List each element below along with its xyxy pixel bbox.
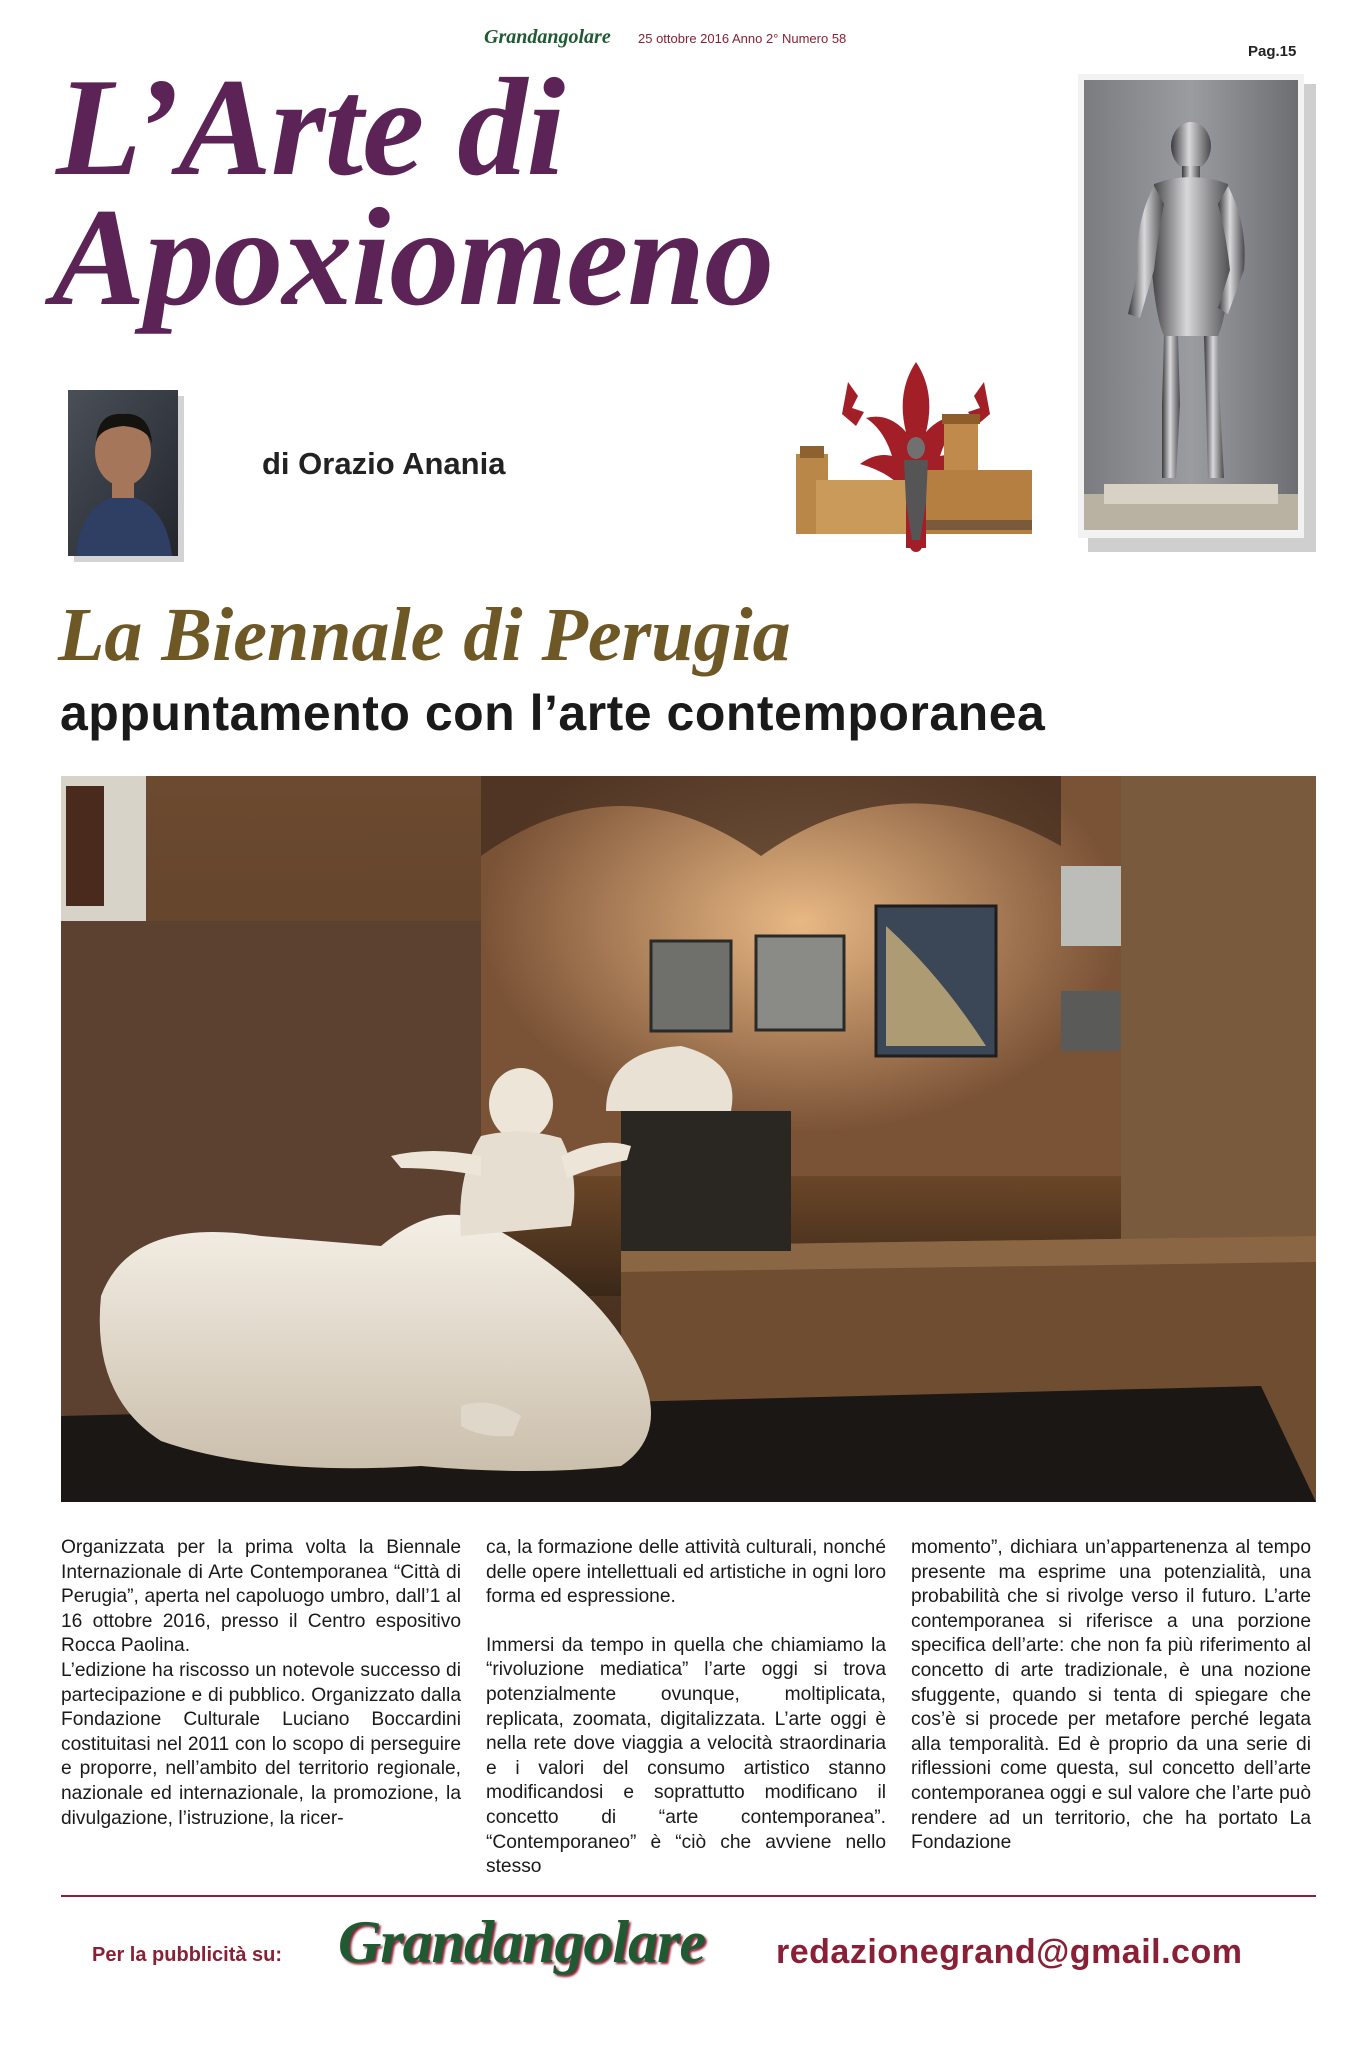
article-paragraph: Organizzata per la prima volta la Biennale Internazionale di Arte Contemporanea “Città di Perugia”, aperta nel capoluogo umbro, dall’1 al 16 ottobre 2016, presso il Centro espositivo Rocca Paolina. — [61, 1537, 461, 1657]
publication-name: Grandangolare — [484, 26, 611, 48]
advertising-label: Per la pubblicità su: — [92, 1944, 283, 1966]
footer-divider — [61, 1895, 1316, 1897]
article-paragraph: momento”, dichiara un’appartenenza al tempo presente ma esprime una potenzialità, una probabilità che si rivolge verso il futuro. L’arte contemporanea si riferisce a una porzione specifica dell’arte: che non fa più riferimento al concetto di arte tradizionale, è una nozione sfuggente, quando si tenta di spiegare che cos’è si procede per metafore perché legata alla temporalità. Ed è proprio da una serie di riflessioni come questa, sul concetto dell’arte contemporanea oggi e sul valore che l’arte può rendere ad un territorio, che ha portato La Fondazione — [911, 1537, 1311, 1854]
contact-email[interactable]: redazionegrand@gmail.com — [776, 1933, 1243, 1971]
article-paragraph: Immersi da tempo in quella che chiamiamo la “rivoluzione mediatica” l’arte oggi si trova potenzialmente ovunque, moltiplicata, replicata, zoomata, digitalizzata. L’arte oggi è nella rete dove viaggia a velocità straordinaria e i valori del consumo artistico stanno modificandosi e soprattutto modificano il concetto di “arte contemporanea”. “Contemporaneo” è “ciò che avviene nello stesso — [486, 1634, 886, 1878]
page-number: Pag.15 — [1248, 43, 1297, 60]
article-title: La Biennale di Perugia — [58, 593, 791, 677]
apoxyomenos-statue-photo — [1078, 74, 1316, 552]
column-title-line-2: Apoxiomeno — [52, 180, 774, 335]
article-paragraph: ca, la formazione delle attività culturali, nonché delle opere intellettuali ed artistiche in ogni loro forma ed espressione. — [486, 1537, 886, 1608]
article-subtitle: appuntamento con l’arte contemporanea — [60, 685, 1046, 741]
paragraph-spacer — [486, 1610, 886, 1634]
article-column-3 — [911, 1536, 1311, 1856]
byline: di Orazio Anania — [262, 446, 506, 481]
author-photo — [68, 390, 184, 562]
column-title-line-1: L’Arte di — [56, 50, 565, 205]
grandangolare-logo: Grandangolare — [338, 1909, 706, 1975]
article-column-2 — [486, 1536, 886, 1880]
exhibition-gallery-photo — [61, 776, 1316, 1502]
florence-lily-emblem — [796, 352, 1036, 554]
article-column-1 — [61, 1536, 461, 1831]
issue-info: 25 ottobre 2016 Anno 2° Numero 58 — [638, 31, 847, 46]
article-paragraph: L’edizione ha riscosso un notevole successo di partecipazione e di pubblico. Organizzato dalla Fondazione Culturale Luciano Boccardini costituitasi nel 2011 con lo scopo di perseguire e proporre, nell’ambito del territorio regionale, nazionale ed internazionale, la promozione, la divulgazione, l’istruzione, la ricer- — [61, 1659, 461, 1829]
